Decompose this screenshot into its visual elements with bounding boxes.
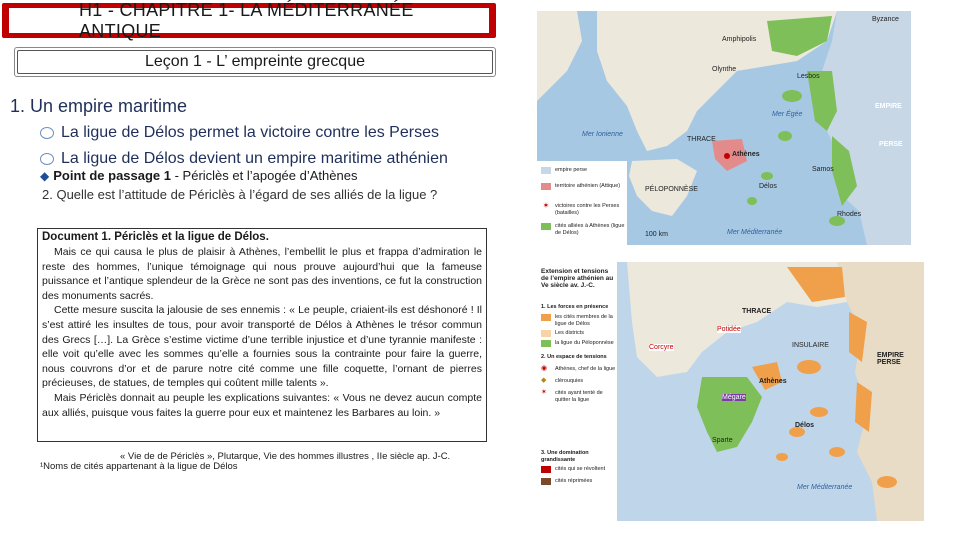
map2-title: Extension et tensions de l’empire athénien au Ve siècle av. J.-C. (541, 268, 614, 289)
legend-swatch (541, 478, 551, 485)
map-label: Potidée (717, 326, 741, 333)
map-label: Mer Méditerranée (727, 229, 783, 236)
legend-item: ◆ clérouquies (541, 377, 584, 384)
delos-league-map (537, 11, 911, 245)
legend-swatch (541, 466, 551, 473)
legend-item: ✶ victoires contre les Perses (batailles) (542, 201, 620, 216)
lesson-title: Leçon 1 - L’ empreinte grecque (145, 53, 365, 70)
athens-icon: ◉ (541, 366, 551, 373)
legend-swatch (541, 340, 551, 347)
legend-swatch (541, 183, 551, 190)
map-label: Mer Égée (772, 111, 803, 118)
legend-item: territoire athénien (Attique) (541, 183, 620, 190)
map-label: Délos (759, 183, 777, 190)
map-label: THRACE (687, 136, 716, 143)
athenian-empire-map (537, 262, 924, 521)
bullet-item: La ligue de Délos permet la victoire contre les Perses (40, 124, 439, 142)
map-label: Sparte (712, 437, 733, 444)
question-2: 2. Quelle est l’attitude de Périclès à l’égard de ses alliés de la ligue ? (42, 187, 438, 202)
diamond-icon: ◆ (40, 169, 50, 183)
chapter-title-box (2, 0, 496, 41)
map-label: Délos (795, 422, 815, 429)
map-label: Mer Méditerranée (797, 484, 853, 491)
section-heading: 1. Un empire maritime (10, 96, 188, 116)
legend-item: cités alliées à Athènes (ligue de Délos) (541, 223, 627, 236)
legend-heading: 2. Un espace de tensions (541, 354, 607, 360)
legend-item: cités réprimées (541, 478, 592, 485)
legend-item: empire perse (541, 167, 587, 174)
revolt-icon: ✶ (541, 390, 551, 397)
map-label: Samos (812, 166, 834, 173)
map-label: Lesbos (797, 73, 820, 80)
legend-swatch (541, 330, 551, 337)
lesson-title-box (14, 47, 496, 77)
map-label: Rhodes (837, 211, 862, 218)
bullet-item: La ligue de Délos devient un empire maritime athénien (40, 150, 448, 168)
legend-swatch (541, 223, 551, 230)
document-paragraph: Mais Périclès donnait au peuple les explications suivantes: « Vous ne devez aucun compte aux alliés, puisque vous faites la guerre pour eux et maintenez les Barbares au loin. » (42, 391, 482, 419)
legend-item: ✶ cités ayant tenté de quitter la ligue (541, 389, 603, 403)
map-label: EMPIRE (875, 103, 902, 110)
footnote: ¹Noms de cités appartenant à la ligue de Délos (40, 461, 238, 472)
map-label: INSULAIRE (792, 342, 829, 349)
map-label: Corcyre (649, 344, 674, 351)
point-de-passage: ◆ Point de passage 1 - Périclès et l’apogée d’Athènes (40, 168, 358, 183)
document-citation: « Vie de de Périclès », Plutarque, Vie des hommes illustres , IIe siècle ap. J-C. (120, 451, 451, 462)
chapter-title: H1 - CHAPITRE 1- LA MÉDITERRANÉE ANTIQUE (8, 7, 490, 34)
legend-heading: 1. Les forces en présence (541, 304, 609, 310)
map-label: Amphipolis (722, 36, 757, 43)
legend-swatch (541, 314, 551, 321)
map-label: PÉLOPONNÈSE (645, 186, 698, 193)
map1-legend (537, 161, 627, 245)
colony-icon: ◆ (541, 378, 551, 385)
legend-item: la ligue du Péloponnèse (541, 340, 614, 347)
map-label: Olynthe (712, 66, 737, 73)
legend-item: les cités membres de la ligue de Délos (541, 314, 613, 327)
map-label: Athènes (732, 151, 760, 158)
battle-icon: ✶ (542, 201, 550, 210)
map-scale: 100 km (645, 231, 668, 238)
legend-swatch (541, 167, 551, 174)
bullet-icon (40, 153, 54, 165)
legend-heading: 3. Une domination grandissante (541, 450, 589, 463)
legend-item: ◉ Athènes, chef de la ligue (541, 365, 616, 372)
map-label: THRACE (742, 308, 772, 315)
document-box (37, 228, 487, 442)
legend-item: cités qui se révoltent (541, 466, 605, 473)
map-label: Mer Ionienne (582, 131, 623, 138)
map-label: PERSE (879, 141, 903, 148)
map-label: Mégare (722, 394, 746, 401)
bullet-icon (40, 127, 54, 139)
document-paragraph: Cette mesure suscita la jalousie de ses ennemis : « Le peuple, criaient-ils est déshonoré ! Il s’est attiré les insultes de tous, pour avoir transporté de Délos à Athènes le trésor commun des Grecs […]. La Grèce s’estime victime d’une terrible injustice et d’une tyrannie manifeste : elle voit qu’elle avec les sommes qu’elle a fournies sous la contrainte pour faire la guerre, nous couvrons d’or et de parure notre cité comme une fille coquette, l’ornant de pierres précieuses, de statues, de temples qui coûtent mille talents ». (42, 304, 482, 390)
map-label: Athènes (759, 378, 787, 385)
document-paragraph: Mais ce qui causa le plus de plaisir à Athènes, l’embellit le plus et frappa d’admiration le reste des hommes, l’unique témoignage qui nous prouve aujourd’hui que la fameuse puissance et l’antique splendeur de la Grèce ne sont pas des inventions, ce fut la construction des monuments sacrés. (42, 246, 482, 302)
map-label: EMPIRE PERSE (877, 352, 904, 366)
legend-item: Les districts (541, 330, 584, 337)
map-label: Byzance (872, 16, 899, 23)
document-title: Document 1. Périclès et la ligue de Délos. (42, 231, 269, 243)
